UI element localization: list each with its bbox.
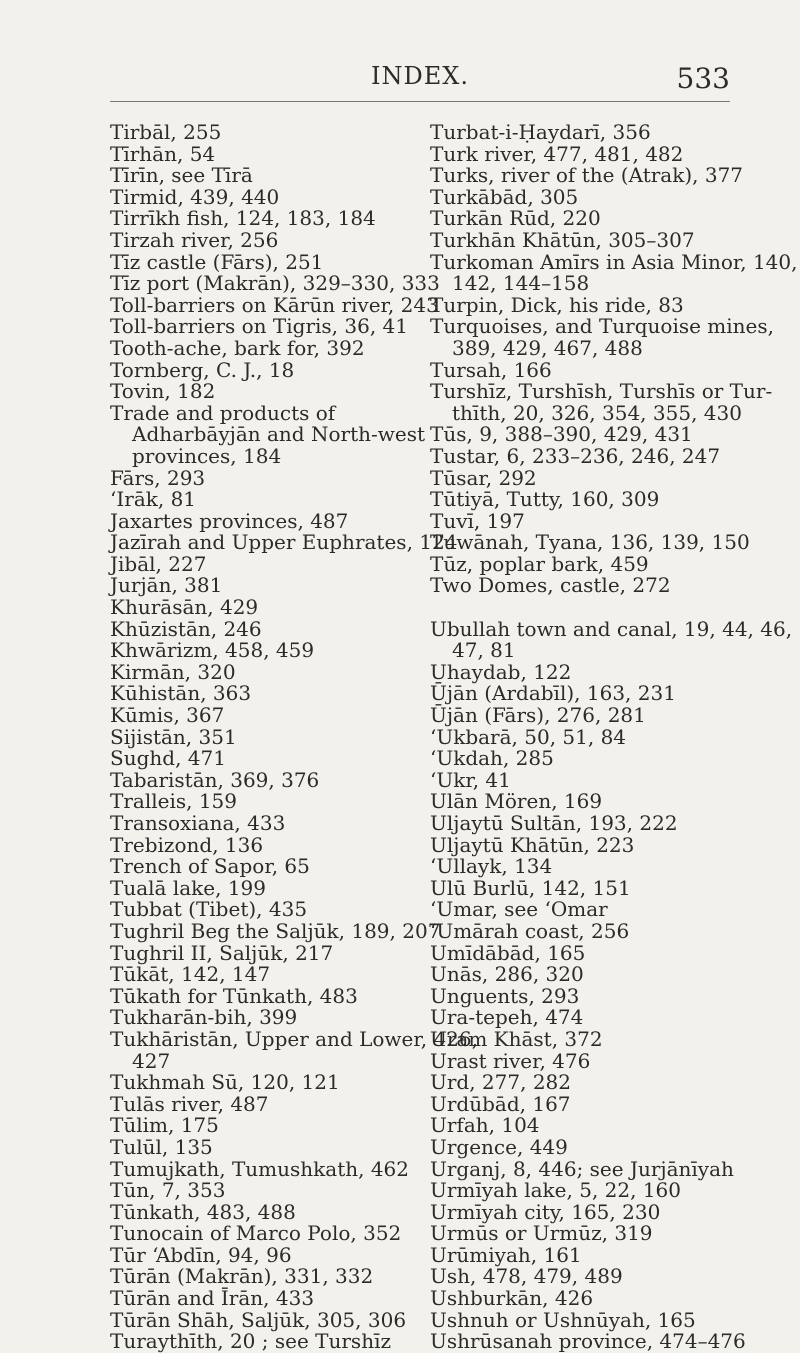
entry-continuation: Adharbāyjān and North-west <box>132 422 425 447</box>
entry-heading: Urmīyah city, 165, 230 <box>430 1199 661 1224</box>
entry-heading: Tūrān Shāh, Saljūk, 305, 306 <box>110 1307 407 1332</box>
index-entry <box>110 1134 470 1159</box>
index-entry <box>430 530 750 555</box>
index-entry <box>430 1072 735 1094</box>
entry-heading: ‘Irāk, 81 <box>110 487 197 512</box>
index-entry <box>110 208 470 230</box>
entry-heading: Trench of Sapor, 65 <box>110 854 310 879</box>
entry-heading: Tuwānah, Tyana, 136, 139, 150 <box>430 530 750 555</box>
entry-heading: Turkhān Khātūn, 305–307 <box>430 227 695 252</box>
index-entry <box>430 616 793 663</box>
entry-heading: Tustar, 6, 233–236, 246, 247 <box>430 443 721 468</box>
index-entry <box>430 1180 735 1202</box>
entry-heading: Trebizond, 136 <box>110 832 264 857</box>
entry-heading: Uljaytū Khātūn, 223 <box>430 832 635 857</box>
index-entry <box>430 141 735 166</box>
entry-heading: Jazīrah and Upper Euphrates, 124 <box>110 530 458 555</box>
entry-heading: Uljaytū Sultān, 193, 222 <box>430 811 678 835</box>
entry-heading: Ulū Burlū, 142, 151 <box>430 875 631 900</box>
index-entry <box>430 832 735 857</box>
entry-heading: Toll-barriers on Tigris, 36, 41 <box>110 314 409 339</box>
entry-heading: Tulūl, 135 <box>110 1134 213 1159</box>
entry-heading: Tumujkath, Tumushkath, 462 <box>110 1156 410 1181</box>
entry-heading: Ushrūsanah province, 474–476 <box>430 1329 746 1353</box>
index-entry <box>430 748 735 770</box>
entry-heading: Ushburkān, 426 <box>430 1286 594 1311</box>
entry-heading: Turshīz, Turshīsh, Turshīs or Tur- <box>430 379 773 404</box>
index-entry <box>430 249 798 296</box>
page-header <box>110 62 730 102</box>
index-entry <box>110 122 470 144</box>
entry-heading: Tīz castle (Fārs), 251 <box>110 249 324 274</box>
entry-heading: Tughril II, Saljūk, 217 <box>110 940 334 965</box>
index-entry <box>110 335 470 360</box>
index-entry <box>430 551 735 576</box>
index-entry <box>110 465 470 490</box>
index-entry <box>110 856 470 878</box>
entry-heading: Transoxiana, 433 <box>110 811 286 835</box>
index-entry <box>110 899 470 921</box>
entry-heading: Urfah, 104 <box>430 1113 540 1138</box>
index-entry <box>110 1223 470 1245</box>
entry-heading: Turks, river of the (Atrak), 377 <box>430 163 744 188</box>
index-entry <box>430 791 735 813</box>
index-entry <box>430 575 735 597</box>
entry-heading: Ulān Mören, 169 <box>430 789 603 814</box>
index-entry <box>110 381 470 403</box>
entry-heading: Fārs, 293 <box>110 465 206 490</box>
index-entry <box>430 1134 735 1159</box>
index-entry <box>110 532 470 554</box>
entry-heading: ‘Ukbarā, 50, 51, 84 <box>430 724 627 749</box>
index-entry <box>430 184 735 209</box>
index-entry <box>430 1048 735 1073</box>
entry-heading: Turaythīth, 20 ; see Turshīz <box>110 1329 392 1353</box>
index-entry <box>430 1115 735 1137</box>
entry-heading: Ush, 478, 479, 489 <box>430 1264 623 1289</box>
entry-heading: Tursah, 166 <box>430 357 552 382</box>
index-entry <box>110 1026 478 1073</box>
index-entry <box>430 1091 735 1116</box>
index-entry <box>430 208 735 230</box>
entry-heading: Tūr ‘Abdīn, 94, 96 <box>110 1242 292 1267</box>
entry-heading: Tūs, 9, 388–390, 429, 431 <box>430 422 693 447</box>
index-entry <box>430 875 735 900</box>
index-entry <box>110 357 470 382</box>
entry-continuation: 142, 144–158 <box>452 271 590 296</box>
index-entry <box>110 767 470 792</box>
entry-heading: Ūjān (Fārs), 276, 281 <box>430 703 646 728</box>
entry-heading: Tughril Beg the Saljūk, 189, 207 <box>110 918 441 943</box>
entry-heading: Turquoises, and Turquoise mines, <box>430 314 775 339</box>
index-entry <box>110 983 470 1008</box>
entry-heading: Uram Khāst, 372 <box>430 1026 603 1051</box>
index-entry <box>430 964 735 986</box>
entry-heading: Tūkath for Tūnkath, 483 <box>110 983 358 1008</box>
index-entry <box>430 443 735 468</box>
entry-heading: Tīrīn, see Tīrā <box>110 163 253 188</box>
entry-heading: Tralleis, 159 <box>110 789 238 814</box>
entry-heading: Jaxartes provinces, 487 <box>110 508 349 533</box>
entry-heading: Unguents, 293 <box>430 983 580 1008</box>
index-entry <box>430 813 735 835</box>
index-entry <box>110 273 470 295</box>
index-entry <box>430 918 735 943</box>
entry-heading: Tūkāt, 142, 147 <box>110 962 271 987</box>
entry-heading: Tīz port (Makrān), 329–330, 333 <box>110 271 440 296</box>
index-entry <box>110 940 470 965</box>
entry-heading: Tūrān and Īrān, 433 <box>110 1286 315 1311</box>
index-entry <box>430 465 735 490</box>
entry-heading: Tirrīkh fish, 124, 183, 184 <box>110 206 376 231</box>
entry-heading: Tirbāl, 255 <box>110 120 222 144</box>
entry-heading: Tukhāristān, Upper and Lower, 426, <box>110 1026 478 1051</box>
index-entry <box>430 1307 735 1332</box>
page-number: 533 <box>676 62 730 95</box>
index-entry <box>110 964 470 986</box>
index-entry <box>110 316 470 338</box>
index-entry <box>110 551 470 576</box>
entry-heading: Tornberg, C. J., 18 <box>110 357 295 382</box>
index-entry <box>430 1242 735 1267</box>
entry-heading: Tirmid, 439, 440 <box>110 184 280 209</box>
index-entry <box>110 813 470 835</box>
index-entry <box>430 1223 735 1245</box>
entry-continuation: 389, 429, 467, 488 <box>452 335 643 360</box>
entry-heading: Jurjān, 381 <box>110 573 223 598</box>
index-entry <box>110 489 470 511</box>
index-entry <box>430 683 735 705</box>
index-entry <box>110 184 470 209</box>
index-entry <box>430 122 735 144</box>
entry-heading: Turk river, 477, 481, 482 <box>430 141 684 166</box>
entry-heading: Two Domes, castle, 272 <box>430 573 671 598</box>
entry-heading: Tūz, poplar bark, 459 <box>430 551 649 576</box>
entry-heading: Urd, 277, 282 <box>430 1070 571 1095</box>
index-entry <box>430 899 735 921</box>
entry-heading: Tubbat (Tibet), 435 <box>110 897 308 922</box>
entry-heading: Tirzah river, 256 <box>110 227 279 252</box>
entry-continuation: provinces, 184 <box>132 443 282 468</box>
entry-heading: Kūhistān, 363 <box>110 681 252 706</box>
entry-heading: Uhaydab, 122 <box>430 659 572 684</box>
index-entry <box>110 141 470 166</box>
entry-heading: Kirmān, 320 <box>110 659 236 684</box>
index-entry <box>110 918 470 943</box>
header-rule <box>110 101 730 102</box>
entry-continuation: thīth, 20, 326, 354, 355, 430 <box>452 400 742 425</box>
entry-heading: Tovin, 182 <box>110 379 216 404</box>
entry-heading: Sijistān, 351 <box>110 724 237 749</box>
index-entry <box>430 659 735 684</box>
index-entry <box>110 597 470 619</box>
entry-heading: Tūrān (Makrān), 331, 332 <box>110 1264 374 1289</box>
entry-heading: Tīrhān, 54 <box>110 141 216 166</box>
index-entry <box>430 163 744 188</box>
entry-heading: Tualā lake, 199 <box>110 875 266 900</box>
index-entry <box>110 1091 470 1116</box>
index-entry <box>430 724 735 749</box>
index-column-right <box>430 120 798 1353</box>
entry-heading: Toll-barriers on Kārūn river, 243 <box>110 292 439 317</box>
entry-heading: Unās, 286, 320 <box>430 962 584 987</box>
entry-heading: Khurāsān, 429 <box>110 595 259 620</box>
entry-heading: Urdūbād, 167 <box>430 1091 571 1116</box>
index-entry <box>430 1288 735 1310</box>
index-entry <box>430 983 735 1008</box>
entry-heading: Tukharān-bih, 399 <box>110 1005 298 1030</box>
entry-heading: Tūtiyā, Tutty, 160, 309 <box>430 487 660 512</box>
entry-heading: Tulās river, 487 <box>110 1091 269 1116</box>
index-entry <box>110 1307 470 1332</box>
entry-heading: ‘Ukdah, 285 <box>430 746 554 771</box>
index-entry <box>110 640 470 662</box>
index-entry <box>110 249 470 274</box>
index-entry <box>430 1329 746 1353</box>
entry-heading: Urmūs or Urmūz, 319 <box>430 1221 653 1246</box>
entry-heading: Khwārizm, 458, 459 <box>110 638 315 663</box>
index-entry <box>110 165 470 187</box>
entry-heading: Tukhmah Sū, 120, 121 <box>110 1070 340 1095</box>
index-entry <box>110 1199 470 1224</box>
index-entry <box>110 400 470 468</box>
page-title: INDEX. <box>371 62 469 90</box>
entry-heading: Tūn, 7, 353 <box>110 1178 226 1203</box>
index-group-t <box>430 120 798 598</box>
index-entry <box>110 575 470 597</box>
entry-heading: Jibāl, 227 <box>110 551 207 576</box>
index-entry <box>110 748 470 770</box>
index-entry <box>430 357 735 382</box>
entry-heading: Ushnuh or Ushnūyah, 165 <box>430 1307 696 1332</box>
entry-heading: ‘Umārah coast, 256 <box>430 918 630 943</box>
index-entry <box>430 767 735 792</box>
entry-heading: Khūzistān, 246 <box>110 616 262 641</box>
entry-heading: Tūlim, 175 <box>110 1113 219 1138</box>
index-entry <box>110 1007 470 1029</box>
entry-heading: Turkoman Amīrs in Asia Minor, 140, <box>430 249 798 274</box>
index-entry <box>110 1180 470 1202</box>
index-entry <box>430 1026 735 1051</box>
index-entry <box>110 1156 470 1181</box>
entry-heading: Urmīyah lake, 5, 22, 160 <box>430 1178 682 1203</box>
entry-heading: Sughd, 471 <box>110 746 226 771</box>
index-entry <box>110 724 470 749</box>
index-entry <box>430 1266 735 1288</box>
entry-heading: Urganj, 8, 446; see Jurjānīyah <box>430 1156 734 1181</box>
index-entry <box>110 1331 470 1353</box>
entry-heading: Urgence, 449 <box>430 1134 568 1159</box>
index-entry <box>110 616 470 641</box>
index-entry <box>110 508 470 533</box>
entry-heading: Turbat-i-Ḥaydarī, 356 <box>430 120 651 144</box>
index-entry <box>110 1266 470 1288</box>
index-entry <box>430 489 735 511</box>
index-entry <box>430 508 735 533</box>
index-entry <box>110 791 470 813</box>
index-entry <box>430 424 735 446</box>
entry-heading: Turkān Rūd, 220 <box>430 206 601 231</box>
index-entry <box>430 1156 735 1181</box>
index-entry <box>110 683 470 705</box>
entry-heading: Kūmis, 367 <box>110 703 225 728</box>
index-entry <box>110 832 470 857</box>
entry-heading: ‘Umar, see ‘Omar <box>430 897 608 922</box>
index-entry <box>430 292 735 317</box>
group-gap <box>430 597 735 619</box>
entry-heading: Turkābād, 305 <box>430 184 579 209</box>
entry-heading: Urast river, 476 <box>430 1048 591 1073</box>
entry-heading: Tūsar, 292 <box>430 465 537 490</box>
index-entry <box>110 292 470 317</box>
entry-heading: Tabaristān, 369, 376 <box>110 767 320 792</box>
index-entry <box>110 659 470 684</box>
index-entry <box>430 940 735 965</box>
index-entry <box>430 1007 735 1029</box>
index-entry <box>430 379 773 425</box>
entry-heading: Trade and products of <box>110 400 336 425</box>
entry-heading: Tooth-ache, bark for, 392 <box>110 335 365 360</box>
index-entry <box>110 1288 470 1310</box>
index-group-u <box>430 616 793 1353</box>
index-entry <box>430 227 735 252</box>
index-entry <box>110 705 470 727</box>
entry-heading: Ūjān (Ardabīl), 163, 231 <box>430 681 676 706</box>
index-entry <box>110 1072 470 1094</box>
index-entry <box>430 1199 735 1224</box>
entry-heading: Ura-tepeh, 474 <box>430 1005 584 1030</box>
entry-continuation: 47, 81 <box>452 638 516 663</box>
entry-heading: Tuvī, 197 <box>430 508 525 533</box>
entry-heading: ‘Ukr, 41 <box>430 767 511 792</box>
entry-heading: Ubullah town and canal, 19, 44, 46, <box>430 616 793 641</box>
index-entry <box>430 705 735 727</box>
index-entry <box>430 314 775 360</box>
entry-continuation: 427 <box>132 1048 171 1073</box>
entry-heading: Urūmiyah, 161 <box>430 1242 582 1267</box>
entry-heading: Umīdābād, 165 <box>430 940 586 965</box>
entry-heading: Turpin, Dick, his ride, 83 <box>430 292 684 317</box>
entry-heading: ‘Ullayk, 134 <box>430 854 553 879</box>
entry-heading: Tūnkath, 483, 488 <box>110 1199 296 1224</box>
index-entry <box>110 227 470 252</box>
index-entry <box>110 1115 470 1137</box>
index-entry <box>110 1242 470 1267</box>
index-entry <box>430 856 735 878</box>
entry-heading: Tunocain of Marco Polo, 352 <box>110 1221 402 1246</box>
index-entry <box>110 875 470 900</box>
